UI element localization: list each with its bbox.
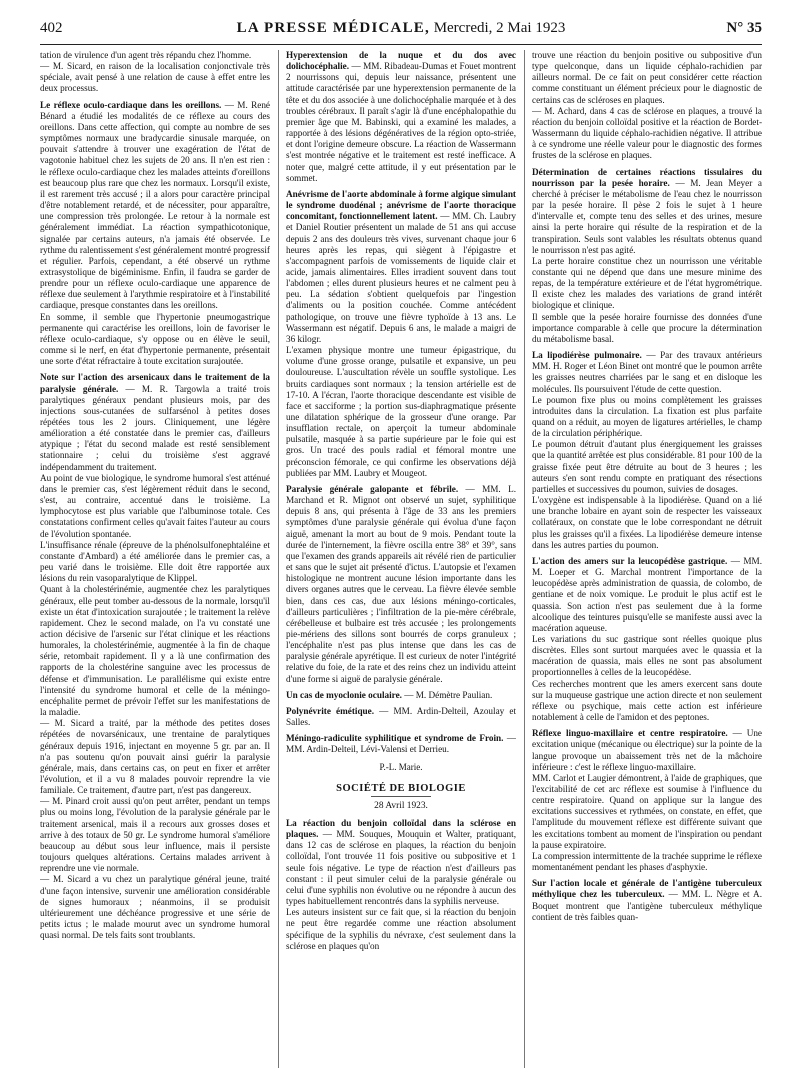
article [286, 706, 516, 728]
paragraph: Ces recherches montrent que les amers exercent sans doute sur la muqueuse gastrique une action directe et non seulement réflexe ou psychique, mais cette action est inférieure notablement à celle de l'amidon et des peptones. [532, 678, 762, 723]
article [532, 556, 762, 634]
paragraph: Le poumon fixe plus ou moins complètement les graisses introduites dans la circulation. La fixation est plus parfaite quand on a réduit, au moyen de ligatures artérielles, le champ de la circulation périphérique. [532, 394, 762, 439]
masthead [40, 18, 762, 38]
paragraph: — M. Sicard, en raison de la localisation conjonctivale très spéciale, avait pensé à une relation de cause à effet entre les deux processus. [40, 61, 270, 94]
paragraph: L'oxygène est indispensable à la lipodiérèse. Quand on a lié une branche lobaire en ayant soin de respecter les vaisseaux collatéraux, on constate que le lobe correspondant ne détruit plus les graisses qu'il a fixées. La lipodiérèse demeure intense dans les autres parties du poumon. [532, 495, 762, 550]
report-signature: P.-L. Marie. [379, 761, 423, 772]
issue-number: N° 35 [726, 20, 762, 36]
column-divider [524, 50, 525, 1068]
column-divider [278, 50, 279, 1068]
article [286, 733, 516, 755]
article-body: — M. Démètre Paulian. [404, 689, 493, 700]
paragraph: — M. Sicard a vu chez un paralytique général jeune, traité d'une façon intensive, survenir une amélioration considérable de signes humoraux ; néanmoins, il se produisit ultérieurement une déchéance progressive et une série de petits ictus ; le malade mourut avec un syndrome humoral quasi normal. De tels faits sont troublants. [40, 874, 270, 941]
paragraph: MM. Carlot et Laugier démontrent, à l'aide de graphiques, que l'excitabilité de cet arc réflexe est soumise à l'influence du centre respiratoire. Quand on applique sur la langue des excitations successives et rythmées, on constate, en effet, que l'amplitude du mouvement réflexe est différente suivant que les excitations tombent au moment de l'inspiration ou pendant la pause expiratoire. [532, 772, 762, 850]
article-title: Anévrisme de l'aorte abdominale à forme algique simulant le syndrome duodénal ; anévrisme de l'aorte thoracique concomitant, fonctionnellement latent. [286, 188, 516, 222]
page-header [40, 18, 762, 38]
paragraph: — M. Sicard a traité, par la méthode des petites doses répétées de novarsénicaux, une trentaine de paralytiques généraux depuis 1916, injectant en moyenne 5 gr. par an. Il n'a pas soutenu qu'on pouvait ainsi guérir la paralysie générale, mais, dans certains cas, on peut en fixer et arrêter l'évolution, et il a vu 8 malades pouvoir reprendre la vie familiale. Ce traitement, d'autre part, n'est pas dangereux. [40, 718, 270, 796]
article-title: Sur l'action locale et générale de l'antigène tuberculeux méthylique chez les tuberculeux. [532, 878, 762, 900]
article-body: — Une excitation unique (mécanique ou électrique) sur la pointe de la langue provoque un abaissement très net de la mâchoire inférieure : c'est le réflexe linguo-maxillaire. [532, 728, 762, 772]
article [532, 728, 762, 773]
paragraph: Au point de vue biologique, le syndrome humoral s'est atténué dans le premier cas, s'est légèrement réduit dans le second, s'est, au contraire, accentué dans le troisième. La lymphocytose est plus variable que l'albuminose totale. Ces constatations confirment celles qu'avait faites l'auteur au cours de l'évolution spontanée. [40, 472, 270, 539]
article-body: — MM. Ch. Laubry et Daniel Routier présentent un malade de 51 ans qui accuse depuis 2 ans des douleurs très vives, survenant chaque jour 6 heures après les repas, qui siègent à l'épigastre et s'accompagnent parfois de vomissements de liquide clair et acide, jamais alimentaires. Elles irradient souvent dans tout l'abdomen ; elles durent plusieurs heures et ne calment peu à peu. La sédation s'obtient quelquefois par l'ingestion d'aliments ou la position couchée. Comme antécédent pathologique, on trouve une fièvre typhoïde à 13 ans. Le Wassermann est négatif. Depuis 6 ans, le malade a maigri de 36 kilogr. [286, 211, 516, 344]
paragraph: trouve une réaction du benjoin positive ou subpositive d'un type quelconque, dans un liquide céphalo-rachidien par ailleurs normal. De ce fait on peut considérer cette réaction comme constituant un élément précieux pour le diagnostic de certains cas de scléroses en plaques. [532, 50, 762, 105]
article [40, 100, 270, 312]
column-right [532, 50, 762, 1075]
article-body: — M. René Bénard a étudié les modalités de ce réflexe au cours des oreillons. Dans cette affection, qui compte au nombre de ses symptômes normaux une bradycardie sinusale marquée, on pouvait s'attendre à trouver une exagération de l'état de vagotonie habituel chez les sujets de 20 ans. Il n'en est rien : le réflexe oculo-cardiaque chez les malades atteints d'oreillons est beaucoup plus rare que chez les normaux. Lorsqu'il existe, il est rarement très accusé ; il a alors pour caractère principal d'être notablement retardé, et de nécessiter, pour apparaître, une compression très prolongée. Le retour à la normale est généralement immédiat. La réaction sympathicotonique, signalée par certains auteurs, n'a jamais été observée. Le rythme du ralentissement s'est généralement montré progressif et régulier. Parfois, cependant, a été observé un rythme extrasystolique de bigéminisme. Enfin, il faudra se garder de prendre pour un réflexe oculo-cardiaque une apparence de réflexe due seulement à l'arythmie respiratoire et à l'instabilité cardiaque, presque constantes dans les oreillons. [40, 99, 270, 311]
issue-date: Mercredi, 2 Mai 1923 [433, 20, 566, 36]
article-body: — MM. Ardin-Delteil, Lévi-Valensi et Derrieu. [286, 733, 516, 755]
article-title: Paralysie générale galopante et fébrile. [286, 483, 459, 494]
text-columns [40, 50, 762, 1075]
article-title: Un cas de myoclonie oculaire. [286, 689, 402, 700]
paragraph: En somme, il semble que l'hypertonie pneumogastrique permanente qui caractérise les oreillons, loin de favoriser le réflexe oculo-cardiaque, s'y oppose ou en élève le seuil, comme si le nerf, en état d'hypertonie permanente, présentait une sorte d'état réfractaire à toute excitation surajoutée. [40, 311, 270, 367]
article [286, 818, 516, 907]
paragraph: — M. Achard, dans 4 cas de sclérose en plaques, a trouvé la réaction du benjoin colloïdal positive et la réaction de Bordet-Wassermann du liquide céphalo-rachidien négative. Il attribue à ce syndrome une réelle valeur pour le diagnostic des formes frustes de la sclérose en plaques. [532, 105, 762, 161]
paragraph: Les variations du suc gastrique sont réelles quoique plus discrètes. Elles sont surtout marquées avec le quassia et la macération de quassia, mais elles ne sont pas absolument proportionnelles à celles de la leucopédèse. [532, 633, 762, 678]
article [286, 690, 516, 701]
column-middle [286, 50, 516, 1075]
section-divider [371, 796, 431, 797]
article-body: — M. R. Targowla a traité trois paralytiques généraux pendant plusieurs mois, par des injections sous-cutanées de sulfarsénol à petites doses répétées tous les 2 jours. Cliniquement, une légère amélioration a été constatée dans le premier cas, d'ailleurs atypique ; l'état du second malade est resté sensiblement stationnaire ; celui du troisième s'est aggravé indépendamment du traitement. [40, 383, 270, 472]
article-body: — MM. M. Loeper et G. Marchal montrent l'importance de la leucopédèse après administration de quassia, de colombo, de gentiane et de noix vomique. Le produit le plus actif est le quassia. Son action n'est pas seulement due à la forme alcoolique des teintures puisqu'elle se manifeste aussi avec la macération aqueuse. [532, 555, 762, 633]
paragraph: L'insuffisance rénale (épreuve de la phénolsulfonephtaléine et constante d'Ambard) a été améliorée dans le premier cas, a peu varié dans le troisième. Elle doit être rapportée aux lésions du rein vasoparalytique de Klippel. [40, 539, 270, 584]
article-body: — MM. Souques, Mouquin et Walter, pratiquant, dans 12 cas de sclérose en plaques, la réaction du benjoin colloïdal, l'ont trouvée 11 fois positive ou subpositive et 1 seule fois négative. Le type de réaction n'est d'ailleurs pas constant : il peut simuler celui de la paralysie générale ou celui d'une syphilis non évolutive ou ne répondre à aucun des types habituellement rencontrés dans la syphilis nerveuse. [286, 829, 516, 907]
article-title: Le réflexe oculo-cardiaque dans les oreillons. [40, 99, 222, 110]
session-date: 28 Avril 1923. [374, 800, 428, 811]
paragraph: Les auteurs insistent sur ce fait que, si la réaction du benjoin ne peut être regardée comme une réaction absolument spécifique de la syphilis du névraxe, c'est seulement dans la sclérose en plaques qu'on [286, 907, 516, 951]
paragraph: Il semble que la pesée horaire fournisse des données d'une importance comparable à celle que procure la détermination du métabolisme basal. [532, 311, 762, 344]
article-title: Méningo-radiculite syphilitique et syndrome de Froin. [286, 733, 504, 744]
column-left [40, 50, 270, 1075]
article [532, 350, 762, 395]
article-body: — MM. Ribadeau-Dumas et Fouet montrent 2 nourrissons qui, depuis leur naissance, présentent une attitude caractérisée par une hyperextension permanente de la tête et du dos associée à une dolichocéphalie marquée et à des troubles cérébraux. Il paraît s'agir là d'une encéphalopathie du premier âge que M. Babinski, qui a examiné les malades, a rapportée à des lésions dégénératives de la région opto-striée, et dont l'origine demeure obscure. La réaction de Wassermann s'est montrée négative et le traitement est resté inefficace. A noter que, malgré cette attitude, il y eut présentation par le sommet. [286, 61, 516, 183]
paragraph: Quant à la cholestérinémie, augmentée chez les paralytiques généraux, elle peut tomber au-dessous de la normale, lorsqu'il existe un état d'intoxication surajoutée ; le traitement la relève rapidement. Chez le second malade, on l'a vu constaté une action décisive de l'arsenic sur l'état clinique et les réactions humorales, la cholestérinémie, augmentée à la fin de chaque série, retombait rapidement. Il y a là une confirmation des rapports de la cholestérine sanguine avec les processus de défense et d'immunisation. Le parallélisme qui existe entre l'intensité du syndrome humoral et celle de la méningo-encéphalite permet de prévoir l'effet sur les manifestations de la maladie. [40, 584, 270, 718]
article [286, 50, 516, 184]
article-title: La lipodiérèse pulmonaire. [532, 350, 642, 361]
article-title: Détermination de certaines réactions tissulaires du nourrisson par la pesée horaire. [532, 166, 762, 188]
header-rule [40, 44, 762, 45]
article [532, 167, 762, 256]
article-title: L'action des amers sur la leucopédèse gastrique. [532, 555, 728, 566]
article-body: — Par des travaux antérieurs MM. H. Roger et Léon Binet ont montré que le poumon arrête les graisses neutres charriées par le sang et en disloque les molécules. Ils poursuivent l'étude de cette question. [532, 350, 762, 394]
paragraph: tation de virulence d'un agent très répandu chez l'homme. [40, 50, 252, 60]
paragraph: Le poumon détruit d'autant plus énergiquement les graisses que la quantité arrêtée est plus considérable. 81 pour 100 de la graisse fixée peut être détruite au bout de 3 heures ; les auteurs s'en sont rendu compte en pratiquant des résections partielles et successives du poumon, suivies de dosages. [532, 439, 762, 494]
paragraph: La compression intermittente de la trachée supprime le réflexe momentanément pendant les phases d'asphyxie. [532, 850, 762, 873]
article-body: — M. Jean Meyer a cherché à préciser le métabolisme de l'eau chez le nourrisson par la pesée horaire. Il pèse 2 fois le sujet à 1 heure d'intervalle et, compte tenu des selles et des urines, mesure ainsi la perte horaire qui résulte de la respiration et de la transpiration. Seuls sont valables les résultats obtenus quand le nourrisson n'est pas agité. [532, 177, 762, 255]
article-body: — MM. Ardin-Delteil, Azoulay et Salles. [286, 705, 516, 728]
page-number: 402 [40, 20, 63, 36]
section-title: SOCIÉTÉ DE BIOLOGIE [336, 782, 466, 794]
article [286, 189, 516, 345]
article-body: — MM. L. Marchand et R. Mignot ont observé un sujet, syphilitique depuis 8 ans, qui présenta à l'âge de 33 ans les premiers symptômes d'une paralysie générale qui évolua d'une façon aiguë, amenant la mort au bout de 9 mois. Pendant toute la durée de l'internement, la fièvre oscilla entre 38° et 39°, sans que l'examen des grands appareils ait révélé rien de particulier et sans que le sujet ait présenté d'ictus. L'autopsie et l'examen histologique ne montrent aucune lésion importante dans les divers organes autres que le cerveau. La fièvre élevée semble bien, dans ces cas, due aux lésions méningo-corticales, d'ailleurs particulières ; l'infiltration de la pie-mère cérébrale, cérébelleuse et bulbaire est très accusée ; les prolongements pie-mériens des sillons sont bourrés de corps granuleux ; l'encéphalite n'est pas plus intense que dans les cas de paralysie générale apyrétique. Il est curieux de noter l'intégrité relative du foie, de la rate et des reins chez un individu atteint d'une forme si aiguë de paralysie générale. [286, 483, 516, 684]
paragraph: L'examen physique montre une tumeur épigastrique, du volume d'une grosse orange, pulsatile et expansive, un peu douloureuse. L'auscultation révèle un souffle systolique. Les bruits cardiaques sont normaux ; la tension artérielle est de 17-10. A l'écran, l'aorte thoracique descendante est visible de face et sacciforme ; la portion sus-diaphragmatique présente une dilatation sphérique de la grosseur d'une orange. Par insufflation rectale, on aperçoit la tumeur abdominale pulsatile, masquée à sa partie supérieure par le foie qui est gros. Un tracé des pouls radial et fémoral montre une préconscion fémorale, ce qui confirme les observations déjà publiées par MM. Laubry et Mougeot. [286, 345, 516, 478]
paragraph: La perte horaire constitue chez un nourrisson une véritable constante qui ne dépend que dans une mesure minime des repas, de la température extérieure et de l'état hygrométrique. Il existe chez les malades des variations de grand intérêt biologique et clinique. [532, 255, 762, 311]
article-title: Note sur l'action des arsenicaux dans le traitement de la paralysie générale. [40, 372, 270, 394]
article-title: La réaction du benjoin colloïdal dans la sclérose en plaques. [286, 818, 516, 840]
article-title: Hyperextension de la nuque et du dos avec dolichocéphalie. [286, 50, 516, 72]
paragraph: — M. Pinard croit aussi qu'on peut arrêter, pendant un temps plus ou moins long, l'évolution de la paralysie générale par le traitement arsenical, mais il a recours aux grosses doses et arrive à des totaux de 50 gr. Le syndrome humoral s'améliore beaucoup au début sous leur influence, mais il persiste toujours quelques altérations. Certains malades arrivent à reprendre une vie normale. [40, 796, 270, 874]
article [40, 372, 270, 472]
article-body: — MM. L. Nègre et A. Boquet montrent que l'antigène tuberculeux méthylique contient de très faibles quan- [532, 889, 762, 922]
article [286, 484, 516, 685]
article [532, 878, 762, 923]
article-title: Réflexe linguo-maxillaire et centre respiratoire. [532, 728, 728, 739]
article-title: Polynévrite émétique. [286, 705, 375, 716]
journal-title: LA PRESSE MÉDICALE, [236, 20, 430, 36]
